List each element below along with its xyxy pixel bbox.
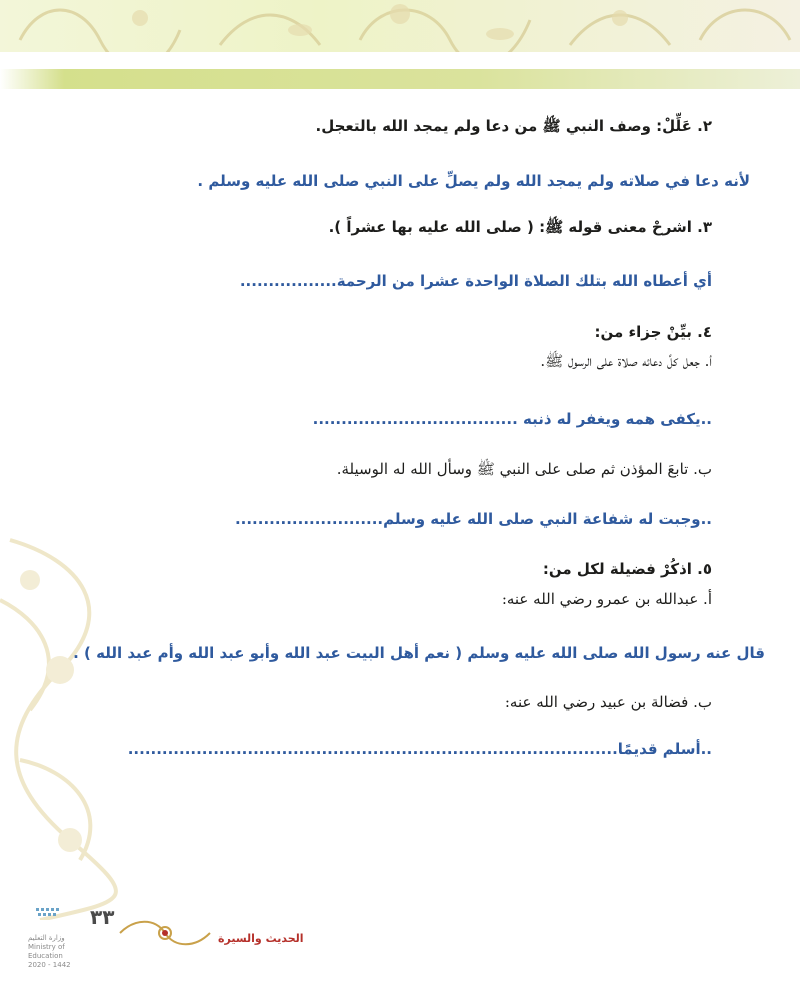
q3-answer: أي أعطاه الله بتلك الصلاة الواحدة عشرا من الرحمة. <box>331 272 712 290</box>
q4b-dots: ......................... <box>234 510 378 528</box>
q4-title: ٤. بيِّنْ جزاء من: <box>594 323 712 341</box>
q4b-answer-line <box>235 510 712 528</box>
ministry-name: وزارة التعليم <box>28 934 65 942</box>
q5b-answer: ..أسلم قديمًا <box>617 740 712 758</box>
q5a-label: أ. عبدالله بن عمرو رضي الله عنه: <box>501 590 712 608</box>
q3-title: ٣. اشرحْ معنى قوله ﷺ: ( صلى الله عليه بها عشراً ). <box>328 218 712 236</box>
q5-title: ٥. اذكُرْ فضيلة لكل من: <box>542 560 712 578</box>
q3-answer-line <box>240 272 712 290</box>
page-number: ٣٣ <box>90 905 115 929</box>
q3-dots: ................ <box>239 272 332 290</box>
ministry-logo-text <box>28 934 98 970</box>
ministry-logo-icon <box>28 906 88 936</box>
q5b-answer-line <box>128 740 712 758</box>
top-decorative-band <box>0 0 800 52</box>
q2-answer: لأنه دعا في صلاته ولم يمجد الله ولم يصلِّ على النبي صلى الله عليه وسلم . <box>197 172 750 190</box>
q5b-dots: ...................................................................................... <box>127 740 618 758</box>
q5b-label: ب. فضالة بن عبيد رضي الله عنه: <box>504 693 712 711</box>
side-floral-ornament-icon <box>0 520 150 920</box>
q4b-label: ب. تابعَ المؤذن ثم صلى على النبي ﷺ وسأل الله له الوسيلة. <box>336 460 712 478</box>
ministry-year: 2020 - 1442 <box>28 961 71 969</box>
q4a-answer-line <box>313 410 712 428</box>
ministry-name-en: Ministry of Education <box>28 943 65 960</box>
q2-title: ٢. عَلِّلْ: وصف النبي ﷺ من دعا ولم يمجد الله بالتعجل. <box>315 117 712 135</box>
q4b-answer: ..وجبت له شفاعة النبي صلى الله عليه وسلم. <box>377 510 712 528</box>
q4a-dots: ................................... <box>312 410 513 428</box>
q5a-answer: قال عنه رسول الله صلى الله عليه وسلم ( نعم أهل البيت عبد الله وأبو عبد الله وأم عبد الله ) . <box>73 644 765 662</box>
arabesque-ornament-icon <box>0 0 800 52</box>
footer-subject-title: الحديث والسيرة <box>218 932 304 945</box>
q4a-label: أ. جعل كلَّ دعائه صلاة على الرسول ﷺ. <box>540 352 712 370</box>
footer-ornament-icon <box>115 918 215 948</box>
q4a-answer: ..يكفى همه ويغفر له ذنبه . <box>512 410 712 428</box>
header-rule <box>0 69 800 89</box>
